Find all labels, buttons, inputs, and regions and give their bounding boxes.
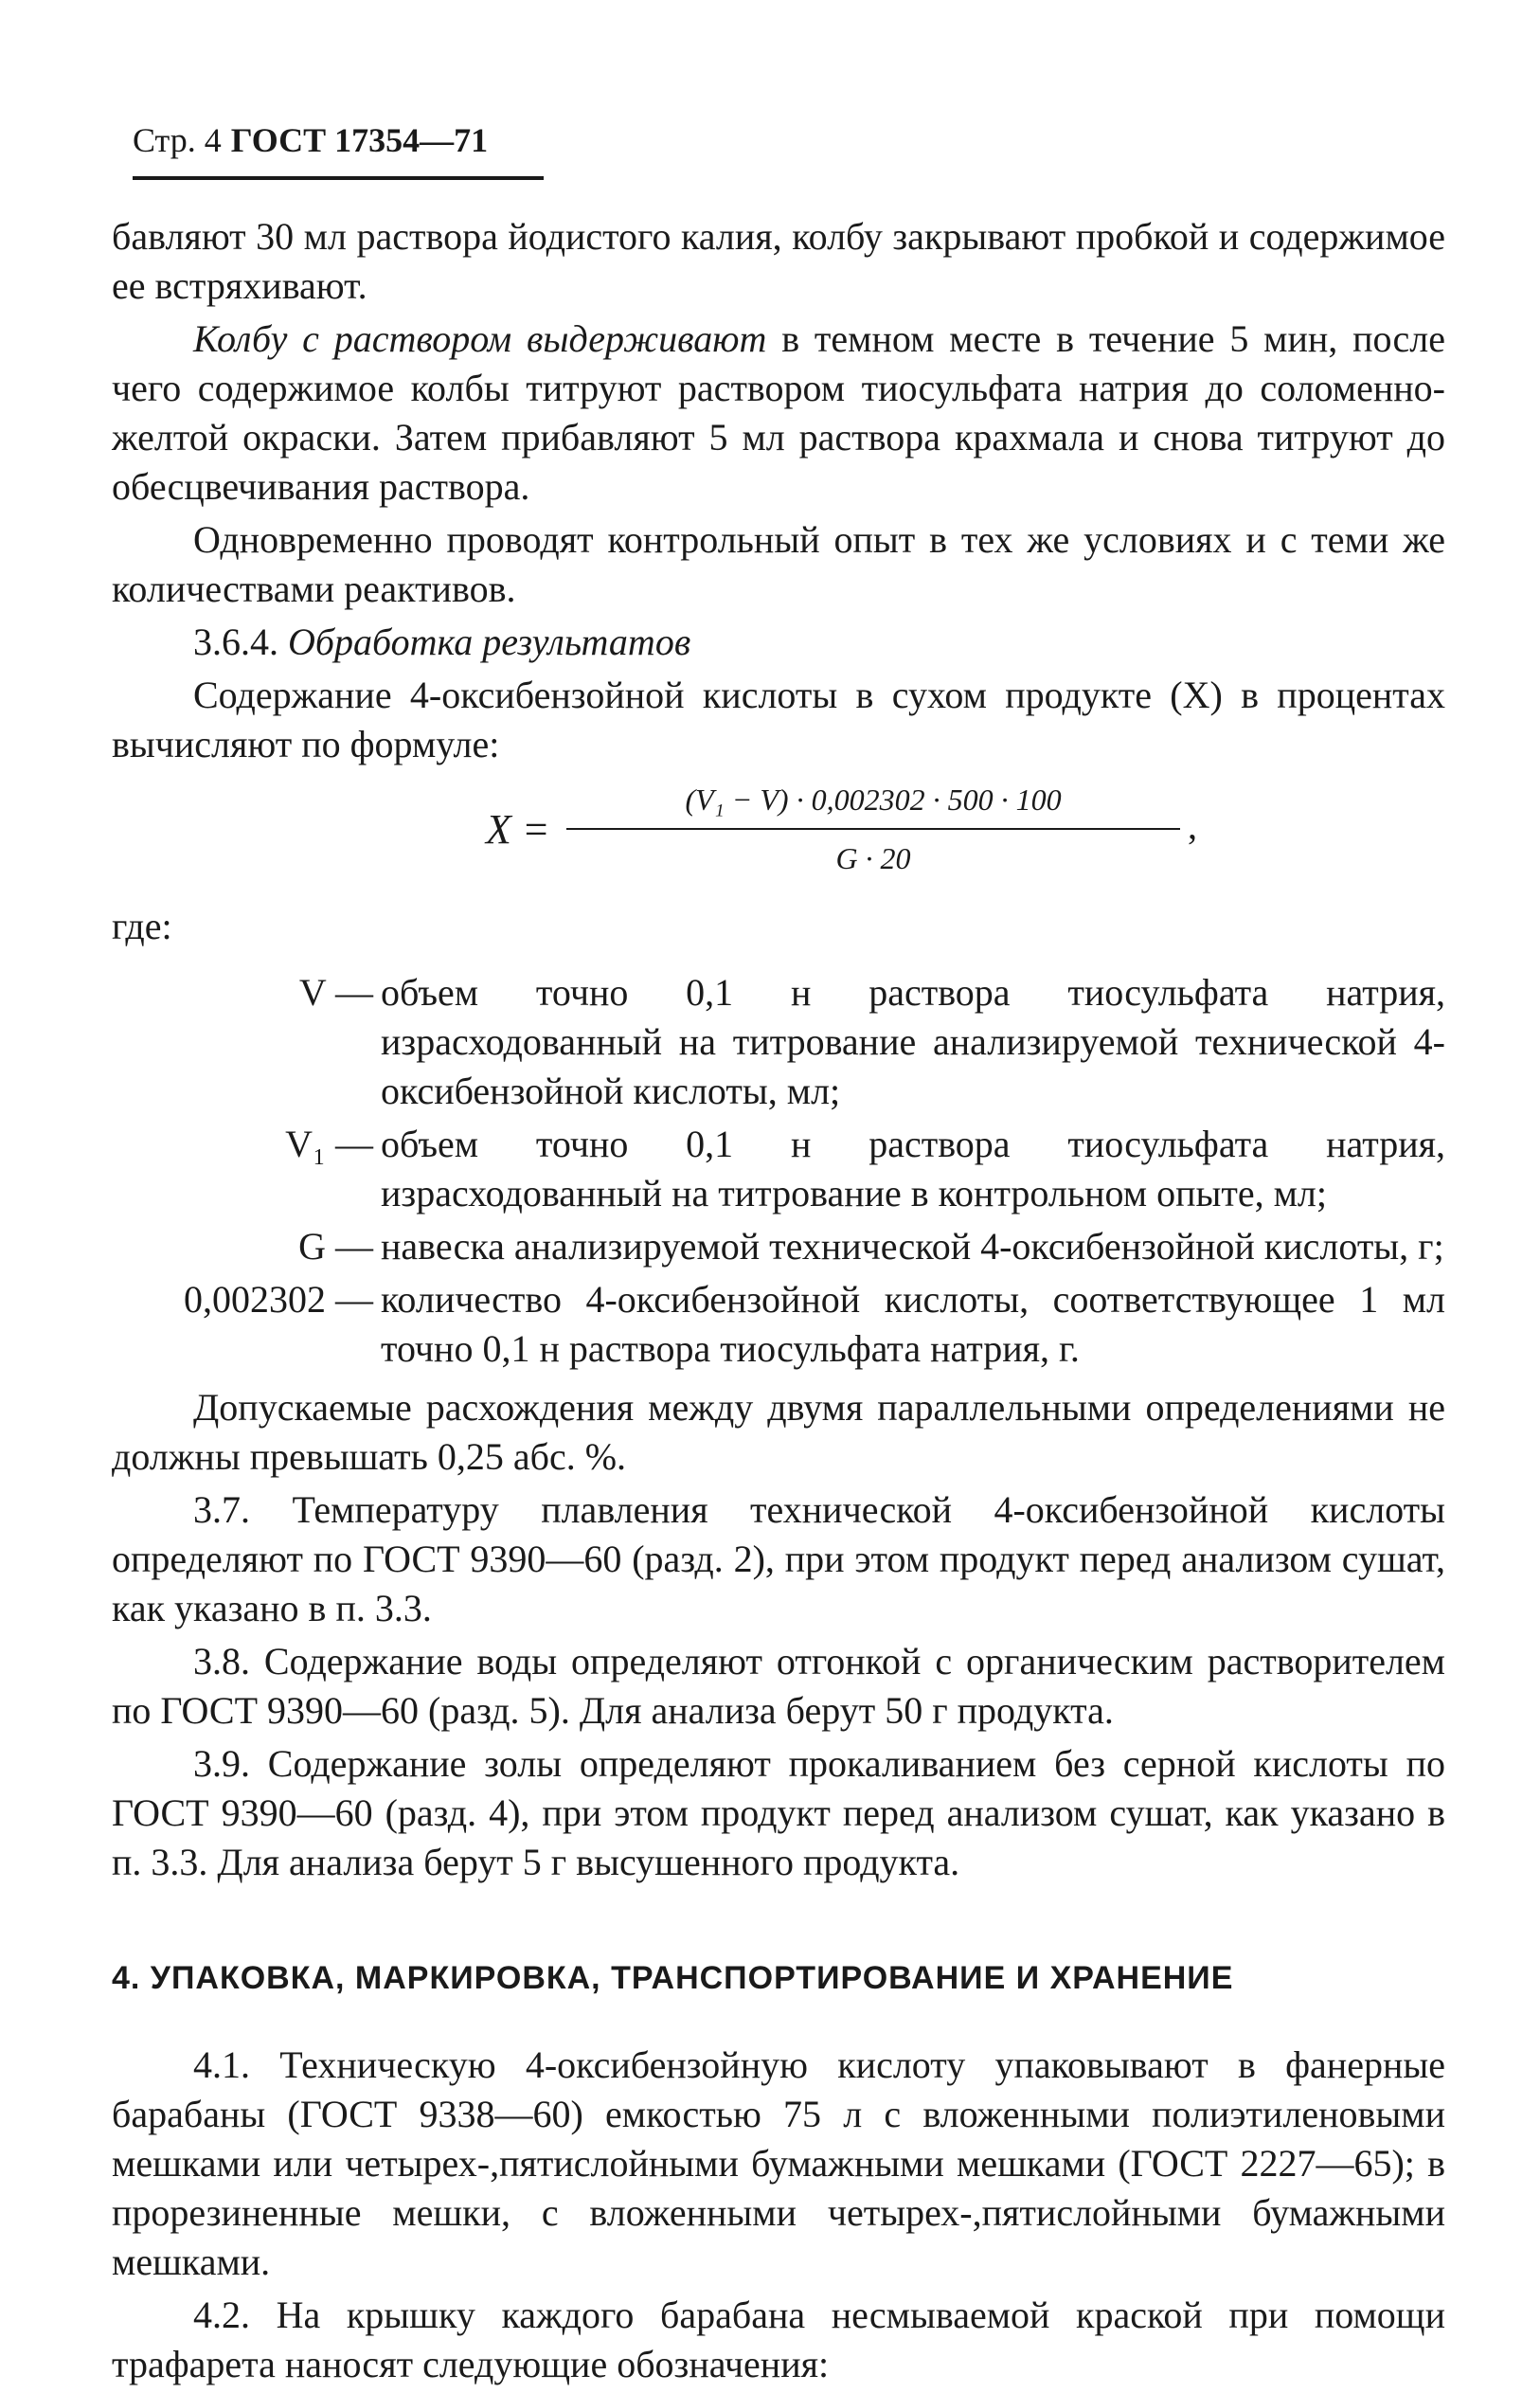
standard-number: ГОСТ 17354—71 [230, 121, 489, 159]
definition-term: 0,002302 — [184, 1278, 373, 1321]
formula-lhs: X = [486, 806, 550, 853]
formula-fraction [566, 775, 1180, 883]
paragraph-4-2: 4.2. На крышку каждого барабана несмываемой краской при помощи трафарета наносят следующие обозначения: [112, 2294, 1445, 2385]
definition-item [112, 1222, 1445, 1271]
paragraph-flask-text: в темном месте в течение 5 мин, после чего содержимое колбы титруют раствором тиосульфата натрия до соломенно-желтой окраски. Затем прибавляют 5 мл раствора крахмала и снова титруют до обесцвечивания раствора. [112, 317, 1446, 508]
formula-denominator: G · 20 [835, 841, 911, 875]
page-header [133, 119, 544, 180]
paragraph-flask-italic: Колбу с раствором выдерживают [193, 317, 767, 360]
paragraph-3-7: 3.7. Температуру плавления технической 4-оксибензойной кислоты определяют по ГОСТ 9390—60 (разд. 2), при этом продукт перед анализом сушат, как указано в п. 3.3. [112, 1488, 1445, 1629]
section-4-title: 4. УПАКОВКА, МАРКИРОВКА, ТРАНСПОРТИРОВАНИЕ И ХРАНЕНИЕ [112, 1960, 1234, 1996]
where-label: где: [112, 905, 172, 947]
definition-item [112, 968, 1445, 1116]
paragraph-3-9: 3.9. Содержание золы определяют прокаливанием без серной кислоты по ГОСТ 9390—60 (разд. 4), при этом продукт перед анализом сушат, как указано в п. 3.3. Для анализа берут 5 г высушенного продукта. [112, 1742, 1445, 1883]
paragraph-tolerance: Допускаемые расхождения между двумя параллельными определениями не должны превышать 0,25 абс. %. [112, 1386, 1445, 1478]
definition-term: V — [298, 971, 373, 1014]
definition-desc: количество 4-оксибензойной кислоты, соответствующее 1 мл точно 0,1 н раствора тиосульфата натрия, г. [381, 1278, 1445, 1370]
subsection-heading [112, 618, 1445, 667]
formula-tail: , [1188, 804, 1197, 847]
definition-desc: объем точно 0,1 н раствора тиосульфата натрия, израсходованный на титрование анализируемой технической 4-оксибензойной кислоты, мл; [381, 971, 1445, 1112]
definition-term: V₁ — [285, 1123, 373, 1165]
paragraph-4-1: 4.1. Техническую 4-оксибензойную кислоту упаковывают в фанерные барабаны (ГОСТ 9338—60) емкостью 75 л с вложенными полиэтиленовыми мешками или четырех-,пятислойными бумажными мешками (ГОСТ 2227—65); в прорезиненные мешки, с вложенными четырех-,пятислойными бумажными мешками. [112, 2043, 1445, 2283]
definition-list [112, 968, 1445, 1374]
paragraph-flask [112, 315, 1445, 512]
paragraph-continuation: бавляют 30 мл раствора йодистого калия, колбу закрывают пробкой и содержимое ее встряхивают. [112, 215, 1445, 307]
definition-item [112, 1275, 1445, 1374]
paragraph-3-8: 3.8. Содержание воды определяют отгонкой с органическим растворителем по ГОСТ 9390—60 (разд. 5). Для анализа берут 50 г продукта. [112, 1640, 1445, 1732]
formula-numerator: (V₁ − V) · 0,002302 · 500 · 100 [566, 775, 1180, 830]
formula [112, 773, 1445, 885]
definition-item [112, 1120, 1445, 1218]
page-body [112, 212, 1445, 2393]
subsection-number: 3.6.4. [193, 621, 278, 663]
definition-term: G — [298, 1225, 373, 1268]
definition-desc: объем точно 0,1 н раствора тиосульфата натрия, израсходованный на титрование в контрольном опыте, мл; [381, 1123, 1445, 1214]
paragraph-control: Одновременно проводят контрольный опыт в тех же условиях и с теми же количествами реактивов. [112, 518, 1445, 610]
paragraph-formula-intro: Содержание 4-оксибензойной кислоты в сухом продукте (X) в процентах вычисляют по формуле: [112, 674, 1445, 765]
page-number: Стр. 4 [133, 121, 222, 159]
definition-desc: навеска анализируемой технической 4-оксибензойной кислоты, г; [381, 1225, 1444, 1268]
subsection-title: Обработка результатов [288, 621, 691, 663]
